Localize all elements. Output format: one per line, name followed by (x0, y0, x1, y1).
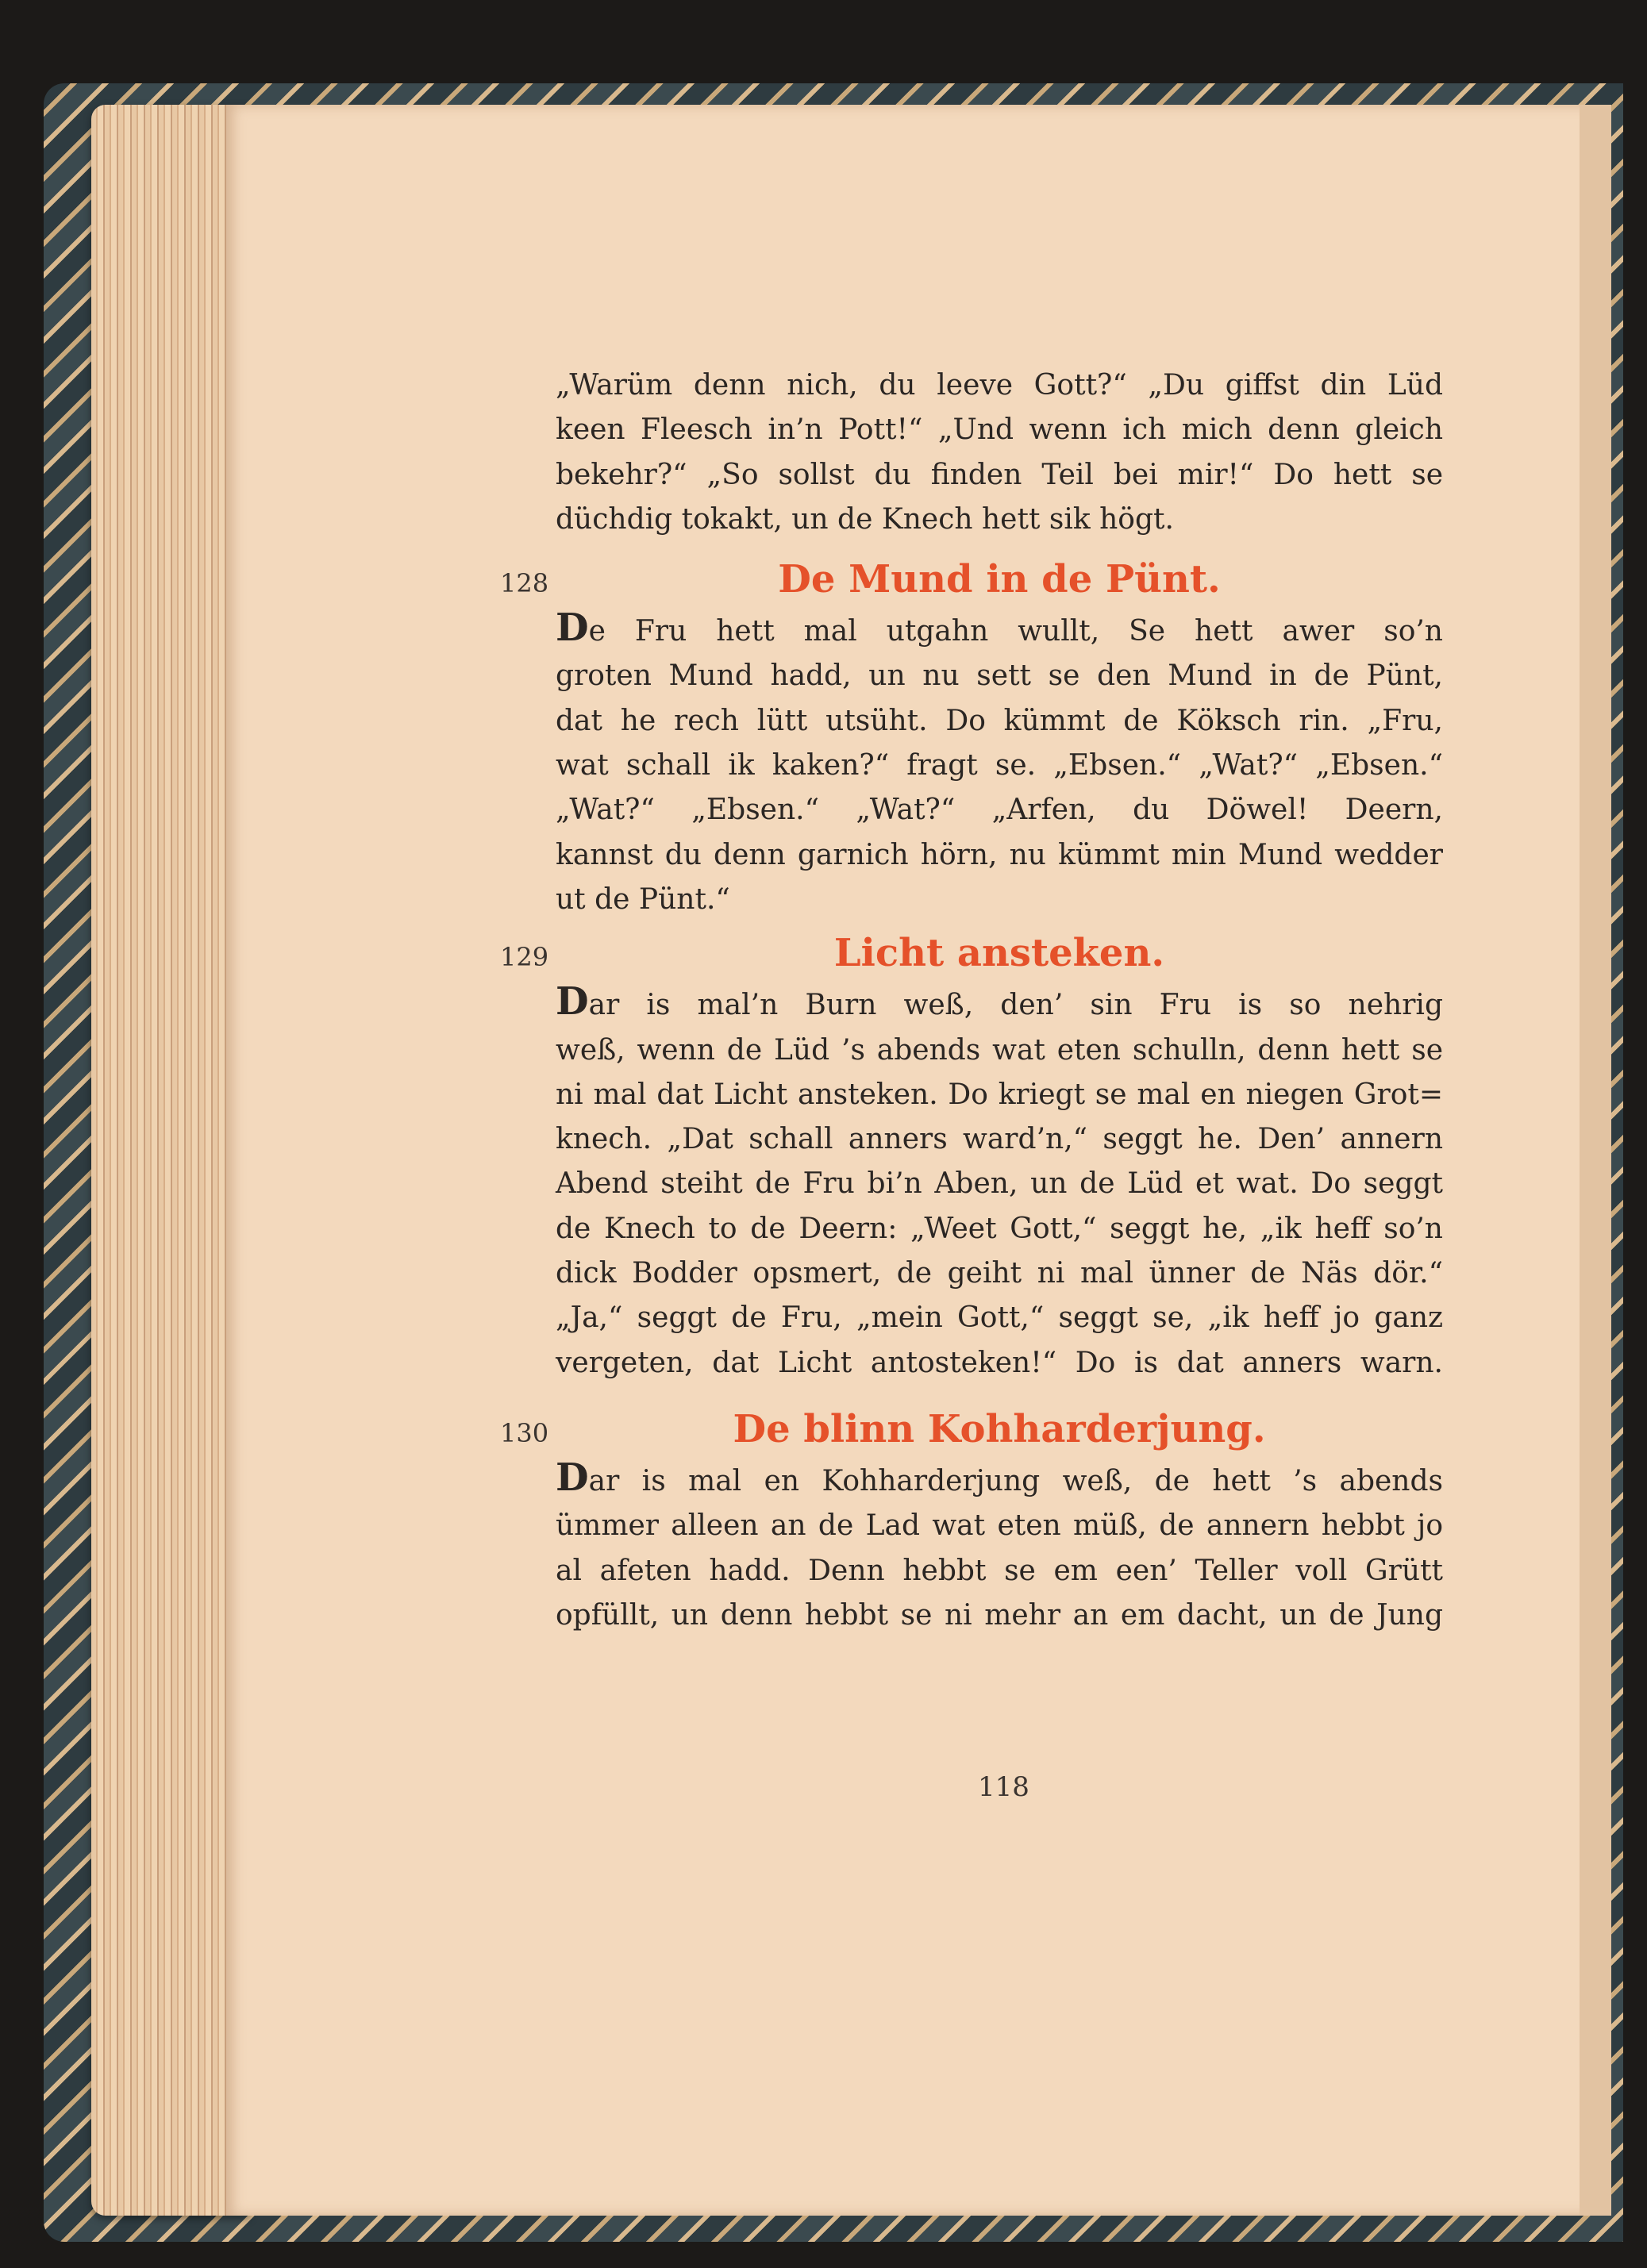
text-line: kannst du denn garnich hörn, nu kümmt min Mund wedder (556, 838, 1443, 871)
text-line: al afeten hadd. Denn hebbt se em een’ Teller voll Grütt (556, 1554, 1443, 1587)
text-line: „Warüm denn nich, du leeve Gott?“ „Du giffst din Lüd (556, 369, 1443, 402)
text-line: düchdig tokakt, un de Knech hett sik högt. (556, 502, 1174, 536)
text-line: „Ja,“ seggt de Fru, „mein Gott,“ seggt se, „ik heff jo ganz (556, 1301, 1443, 1335)
text-line: Dar is mal en Kohharderjung weß, de hett ’s abends (556, 1455, 1443, 1500)
drop-cap: D (556, 605, 589, 651)
text-line: vergeten, dat Licht antosteken!“ Do is dat anners warn. (556, 1346, 1443, 1379)
page-number: 118 (978, 1771, 1029, 1803)
section-body (556, 605, 1443, 922)
text-line: ümmer alleen an de Lad wat eten müß, de annern hebbt jo (556, 1509, 1443, 1543)
section-title: Licht ansteken. (833, 931, 1165, 976)
text-line: keen Fleesch in’n Pott!“ „Und wenn ich mich denn gleich (556, 413, 1443, 447)
text-line: dat he rech lütt utsüht. Do kümmt de Köksch rin. „Fru, (556, 704, 1443, 737)
section-number: 128 (500, 568, 549, 599)
text-line: Abend steiht de Fru bi’n Aben, un de Lüd et wat. Do seggt (556, 1167, 1443, 1201)
page-text (500, 363, 1443, 1638)
facing-page-edge (1580, 105, 1611, 2216)
text-line: opfüllt, un denn hebbt se ni mehr an em dacht, un de Jung (556, 1598, 1443, 1632)
text-line: knech. „Dat schall anners ward’n,“ seggt he. Den’ annern (556, 1123, 1443, 1156)
section-body (556, 1455, 1443, 1638)
section-129 (500, 927, 1443, 1386)
text-line: weß, wenn de Lüd ’s abends wat eten schulln, denn hett se (556, 1033, 1443, 1067)
section-number: 129 (500, 942, 549, 973)
drop-cap: D (556, 1455, 589, 1500)
text-line: bekehr?“ „So sollst du finden Teil bei mir!“ Do hett se (556, 458, 1443, 491)
opening-paragraph (556, 363, 1443, 542)
section-128 (500, 553, 1443, 922)
text-line: ni mal dat Licht ansteken. Do kriegt se mal en niegen Grot= (556, 1078, 1443, 1111)
section-title: De blinn Kohharderjung. (733, 1406, 1266, 1451)
text-line: groten Mund hadd, un nu sett se den Mund in de Pünt, (556, 659, 1443, 693)
text-line: de Knech to de Deern: „Weet Gott,“ seggt he, „ik heff so’n (556, 1212, 1443, 1245)
section-body (556, 979, 1443, 1386)
text-line: ut de Pünt.“ (556, 882, 730, 916)
text-line: „Wat?“ „Ebsen.“ „Wat?“ „Arfen, du Döwel! Deern, (556, 794, 1443, 827)
section-number: 130 (500, 1417, 549, 1448)
text-line: Dar is mal’n Burn weß, den’ sin Fru is so nehrig (556, 979, 1443, 1024)
section-title: De Mund in de Pünt. (778, 557, 1221, 602)
text-line: wat schall ik kaken?“ fragt se. „Ebsen.“ „Wat?“ „Ebsen.“ (556, 749, 1443, 782)
drop-cap: D (556, 979, 589, 1024)
text-line: De Fru hett mal utgahn wullt, Se hett awer so’n (556, 605, 1443, 651)
text-line: dick Bodder opsmert, de geiht ni mal ünner de Näs dör.“ (556, 1257, 1443, 1290)
section-130 (500, 1403, 1443, 1638)
